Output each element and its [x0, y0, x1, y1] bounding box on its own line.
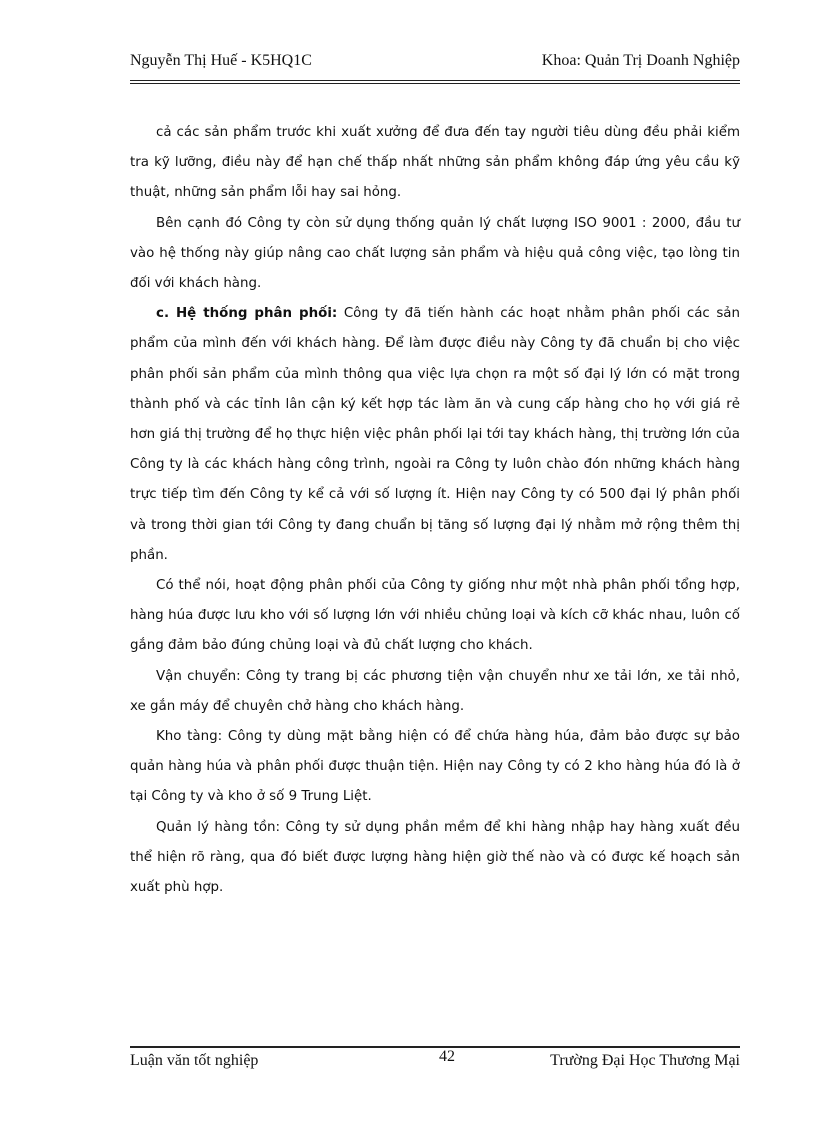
paragraph-general-distribution: Có thể nói, hoạt động phân phối của Công ty giống như một nhà phân phối tổng hợp, hàng húa được lưu kho với số lượng lớn với nhiều chủng loại và kích cỡ khác nhau, luôn cố gắng đảm bảo đúng chủng loại và đủ chất lượng cho khách. [130, 578, 740, 654]
page-body [130, 118, 740, 903]
page-header [130, 52, 740, 74]
page-footer [130, 1048, 740, 1074]
paragraph-transport: Vận chuyển: Công ty trang bị các phương tiện vận chuyển như xe tải lớn, xe tải nhỏ, xe gắn máy để chuyên chở hàng cho khách hàng. [130, 668, 740, 714]
paragraph-warehouse: Kho tàng: Công ty dùng mặt bằng hiện có để chứa hàng húa, đảm bảo được sự bảo quản hàng húa và phân phối được thuận tiện. Hiện nay Công ty có 2 kho hàng húa đó là ở tại Công ty và kho ở số 9 Trung Liệt. [130, 729, 740, 805]
paragraph-iso: Bên cạnh đó Công ty còn sử dụng thống quản lý chất lượng ISO 9001 : 2000, đầu tư vào hệ thống này giúp nâng cao chất lượng sản phẩm và hiệu quả công việc, tạo lòng tin đối với khách hàng. [130, 215, 740, 292]
header-author: Nguyễn Thị Huế - K5HQ1C [130, 52, 312, 69]
footer-university: Trường Đại Học Thương Mại [550, 1052, 740, 1069]
section-heading-distribution: c. Hệ thống phân phối: [156, 306, 338, 322]
footer-divider [130, 1046, 740, 1048]
header-divider [130, 80, 740, 84]
footer-thesis-label: Luận văn tốt nghiệp [130, 1052, 259, 1069]
paragraph-distribution-text: Công ty đã tiến hành các hoạt nhằm phân phối các sản phẩm của mình đến với khách hàng. Để làm được điều này Công ty đã chuẩn bị cho việc phân phối sản phẩm của mình thông qua việc lựa chọn ra một số đại lý lớn có mặt trong thành phố và các tỉnh lân cận ký kết hợp tác làm ăn và cung cấp hàng cho họ với giá rẻ hơn giá thị trường để họ thực hiện việc phân phối lại tới tay khách hàng, thị trường lớn của Công ty là các khách hàng công trình, ngoài ra Công ty luôn chào đón những khách hàng trực tiếp tìm đến Công ty kể cả với số lượng ít. Hiện nay Công ty có 500 đại lý phân phối và trong thời gian tới Công ty đang chuẩn bị tăng số lượng đại lý nhằm mở rộng thêm thị phần. [130, 306, 740, 563]
header-faculty: Khoa: Quản Trị Doanh Nghiệp [541, 52, 740, 69]
paragraph-quality-check: cả các sản phẩm trước khi xuất xưởng để đưa đến tay người tiêu dùng đều phải kiểm tra kỹ lưỡng, điều này để hạn chế thấp nhất những sản phẩm không đáp ứng yêu cầu kỹ thuật, những sản phẩm lỗi hay sai hỏng. [130, 125, 740, 201]
page-number: 42 [439, 1048, 455, 1065]
paragraph-inventory: Quản lý hàng tồn: Công ty sử dụng phần mềm để khi hàng nhập hay hàng xuất đều thể hiện rõ ràng, qua đó biết được lượng hàng hiện giờ thế nào và có được kế hoạch sản xuất phù hợp. [130, 819, 740, 896]
paragraph-distribution [130, 299, 740, 571]
